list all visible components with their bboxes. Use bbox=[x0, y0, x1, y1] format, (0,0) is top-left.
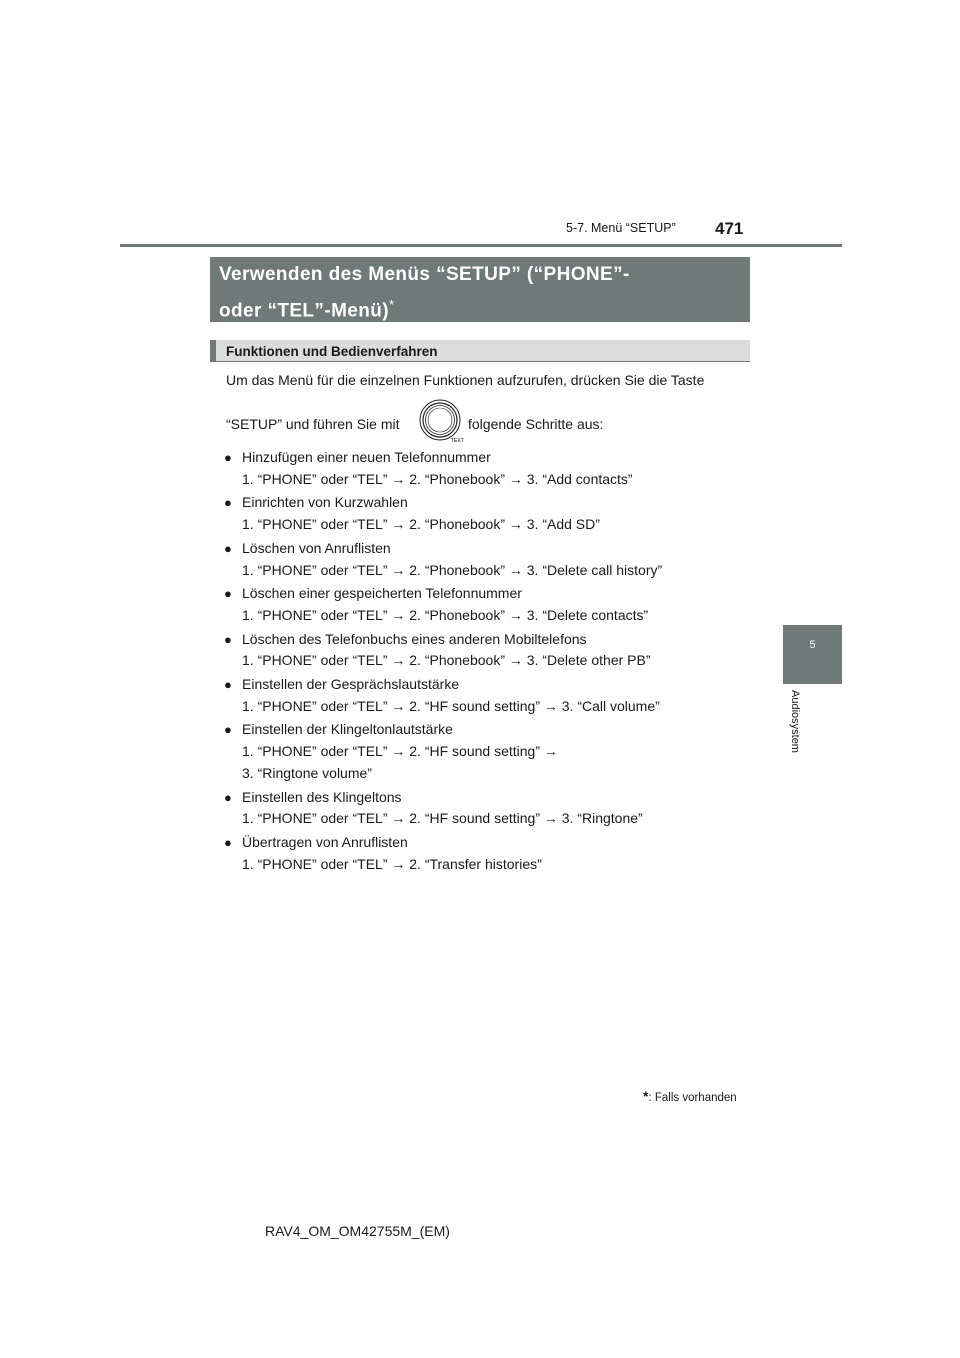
running-title: 5-7. Menü “SETUP” bbox=[566, 221, 676, 235]
intro-line-2 bbox=[226, 416, 604, 432]
list-item bbox=[224, 719, 764, 784]
item-title: Löschen einer gespeicherten Telefonnummer bbox=[242, 585, 522, 602]
list-item bbox=[224, 538, 764, 581]
list-item bbox=[224, 674, 764, 717]
bullet-icon: ● bbox=[224, 586, 232, 602]
intro-text-before: “SETUP” und führen Sie mit bbox=[226, 416, 400, 432]
item-title: Hinzufügen einer neuen Telefonnummer bbox=[242, 449, 491, 465]
bullet-icon: ● bbox=[224, 631, 232, 647]
item-steps: 1. “PHONE” oder “TEL” → 2. “HF sound setting” → 3. “Ringtone volume” bbox=[242, 743, 558, 781]
section-title bbox=[210, 257, 750, 322]
bullet-icon: ● bbox=[224, 450, 232, 465]
intro-line-1: Um das Menü für die einzelnen Funktionen aufzurufen, drücken Sie die Taste bbox=[226, 372, 705, 388]
item-title: Löschen des Telefonbuchs eines anderen Mobiltelefons bbox=[242, 630, 587, 647]
list-item bbox=[224, 629, 764, 672]
item-title: Einrichten von Kurzwahlen bbox=[242, 494, 408, 511]
item-steps: 1. “PHONE” oder “TEL” → 2. “Phonebook” → 3. “Delete other PB” bbox=[242, 652, 651, 669]
item-steps: 1. “PHONE” oder “TEL” → 2. “Transfer histories” bbox=[242, 855, 542, 872]
list-item bbox=[224, 492, 764, 535]
bullet-icon: ● bbox=[224, 834, 232, 850]
bullet-icon: ● bbox=[224, 540, 232, 556]
bullet-icon: ● bbox=[224, 789, 232, 805]
item-steps: 1. “PHONE” oder “TEL” → 2. “HF sound setting” → 3. “Ringtone” bbox=[242, 810, 643, 827]
chapter-tab[interactable] bbox=[783, 625, 842, 684]
page-number: 471 bbox=[715, 219, 744, 238]
chapter-number: 5 bbox=[809, 639, 816, 651]
footnote-mark: * bbox=[643, 1088, 649, 1104]
document-code: RAV4_OM_OM42755M_(EM) bbox=[265, 1223, 450, 1239]
item-steps: 1. “PHONE” oder “TEL” → 2. “HF sound setting” → 3. “Call volume” bbox=[242, 697, 660, 714]
feature-list bbox=[224, 447, 764, 877]
knob-label: TEXT bbox=[451, 438, 464, 444]
bullet-icon: ● bbox=[224, 677, 232, 693]
list-item bbox=[224, 832, 764, 875]
item-title: Löschen von Anruflisten bbox=[242, 539, 391, 556]
section-title-line2: oder “TEL”-Menü) bbox=[219, 300, 389, 322]
header-rule bbox=[120, 244, 842, 247]
footnote bbox=[643, 1088, 737, 1104]
item-steps: 1. “PHONE” oder “TEL” → 2. “Phonebook” → 3. “Delete call history” bbox=[242, 561, 663, 578]
item-title: Einstellen des Klingeltons bbox=[242, 788, 402, 805]
bullet-icon: ● bbox=[224, 495, 232, 511]
chapter-label: Audiosystem bbox=[789, 690, 801, 753]
item-steps: 1. “PHONE” oder “TEL” → 2. “Phonebook” → 3. “Delete contacts” bbox=[242, 606, 649, 623]
list-item bbox=[224, 787, 764, 830]
item-title: Einstellen der Klingeltonlautstärke bbox=[242, 721, 453, 738]
intro-text-after: folgende Schritte aus: bbox=[468, 416, 604, 432]
subsection-title: Funktionen und Bedienverfahren bbox=[210, 340, 750, 362]
item-steps: 1. “PHONE” oder “TEL” → 2. “Phonebook” → 3. “Add SD” bbox=[242, 516, 600, 533]
footnote-text: : Falls vorhanden bbox=[648, 1092, 737, 1104]
availability-mark: * bbox=[389, 297, 395, 312]
item-title: Einstellen der Gesprächslautstärke bbox=[242, 676, 460, 693]
list-item bbox=[224, 447, 764, 490]
section-title-line1: Verwenden des Menüs “SETUP” (“PHONE”- bbox=[219, 264, 630, 285]
bullet-icon: ● bbox=[224, 722, 232, 738]
item-title: Übertragen von Anruflisten bbox=[242, 833, 408, 850]
list-item bbox=[224, 583, 764, 626]
tune-knob-icon bbox=[418, 398, 464, 444]
item-steps: 1. “PHONE” oder “TEL” → 2. “Phonebook” → 3. “Add contacts” bbox=[242, 470, 633, 487]
